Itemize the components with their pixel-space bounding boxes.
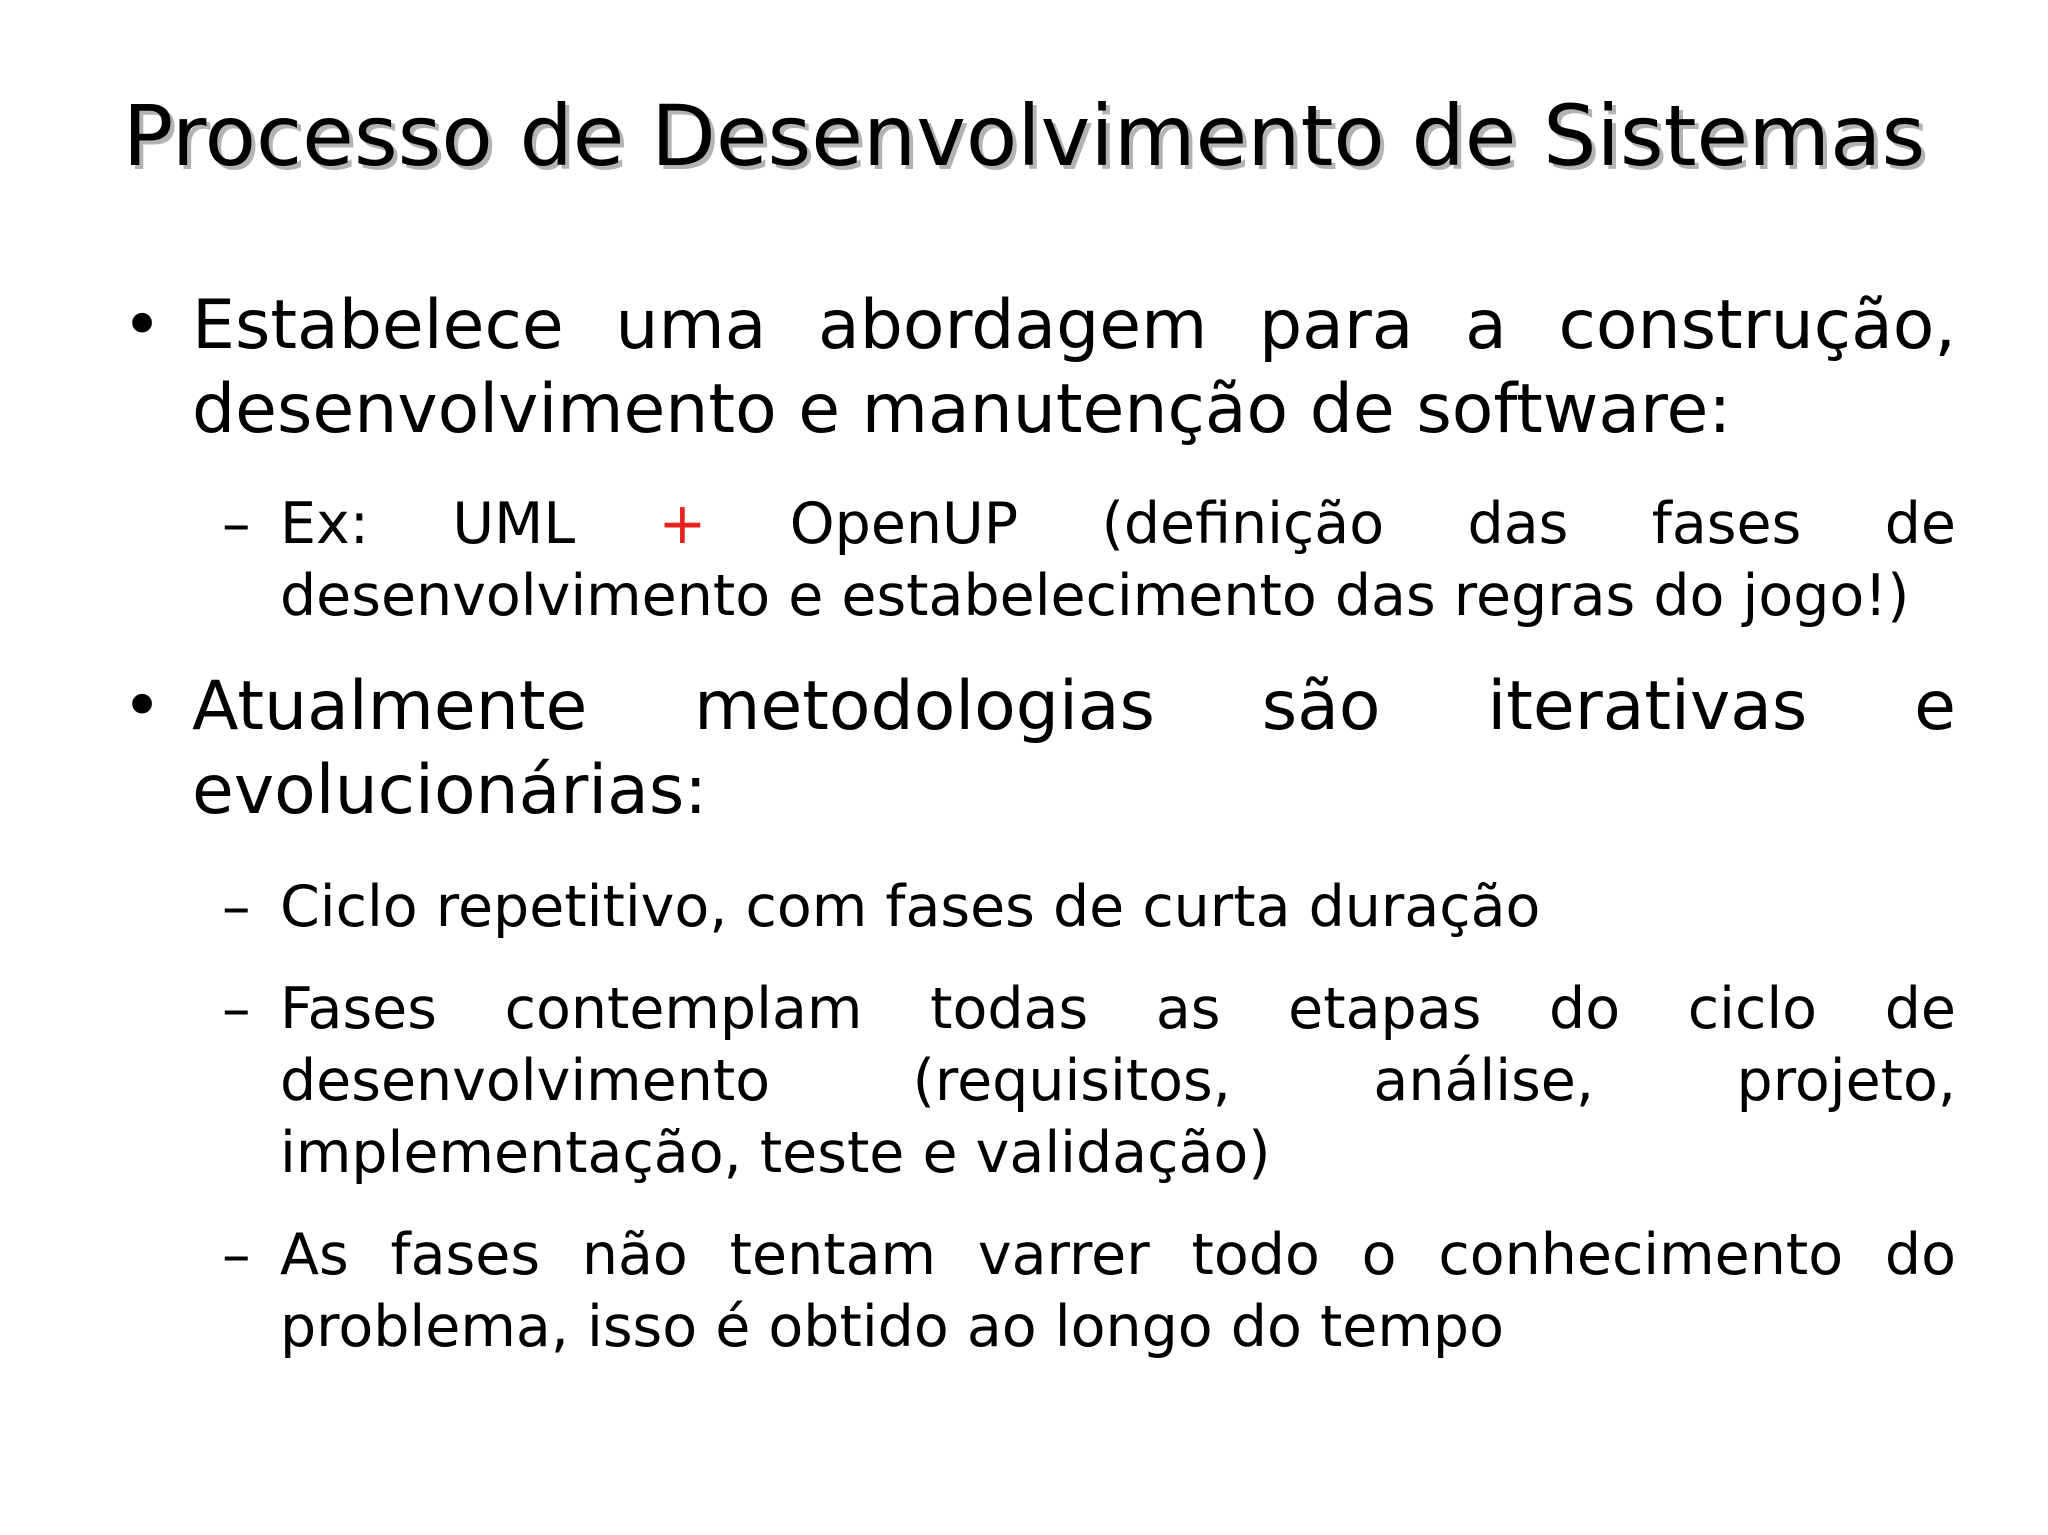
bullet-marker: • xyxy=(122,286,163,365)
sub-bullet-text-part: OpenUP (definição das fases de desenvolvimento e estabelecimento das regras do jogo!) xyxy=(280,491,1956,629)
sub-bullet-text: Ciclo repetitivo, com fases de curta duração xyxy=(280,874,1541,940)
bullet-text: Estabelece uma abordagem para a construção, desenvolvimento e manutenção de software: xyxy=(192,286,1956,449)
sub-bullet-item xyxy=(118,973,1956,1189)
dash-marker: – xyxy=(222,491,251,557)
sub-bullet-text: As fases não tentam varrer todo o conhecimento do problema, isso é obtido ao longo do tempo xyxy=(280,1222,1956,1360)
slide-body xyxy=(118,284,1956,1363)
dash-marker: – xyxy=(222,1222,251,1288)
sub-bullet-item xyxy=(118,1219,1956,1363)
sub-bullet-item xyxy=(118,871,1956,943)
slide-title: Processo de Desenvolvimento de Sistemas xyxy=(122,87,1926,185)
bullet-text: Atualmente metodologias são iterativas e evolucionárias: xyxy=(192,667,1956,830)
plus-sign: + xyxy=(658,491,707,557)
dash-marker: – xyxy=(222,976,251,1042)
sub-bullet-text-part: Ex: UML xyxy=(280,491,576,557)
sub-bullet-item xyxy=(118,488,1956,632)
bullet-item xyxy=(118,284,1956,452)
bullet-item xyxy=(118,665,1956,833)
sub-bullet-text: Fases contemplam todas as etapas do ciclo de desenvolvimento (requisitos, análise, projeto, implementação, teste e validação) xyxy=(280,976,1956,1186)
dash-marker: – xyxy=(222,874,251,940)
bullet-marker: • xyxy=(122,667,163,746)
